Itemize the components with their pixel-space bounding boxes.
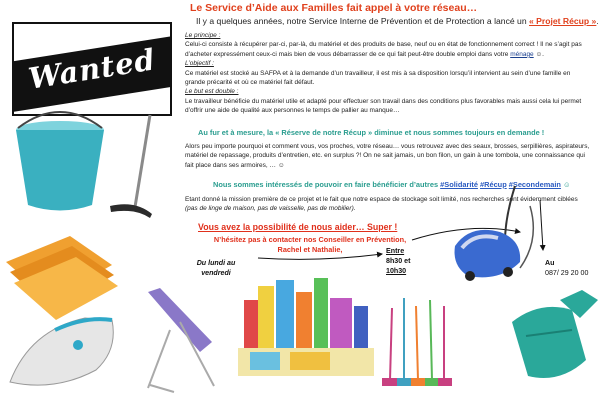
cleaning-products-icon	[238, 278, 374, 376]
schedule-days-line2: vendredi	[201, 269, 231, 277]
principle-label: Le principe :	[185, 32, 221, 39]
cta-contact-line1: N’hésitez pas à contacter nos Conseiller en Prévention,	[213, 235, 407, 244]
mission-text-italic: (pas de linge de maison, pas de vaisselle, pas de mobilier).	[185, 205, 356, 213]
cleaning-cloth-icon	[6, 236, 118, 320]
mop-icon	[110, 115, 152, 218]
principle-text: Celui-ci consiste à récupérer par-ci, par-là, du matériel et des produits de base, neuf ou en état de fonctionnement correct ! Il ne s’agit pas d’acheter expressément ceux-ci mais bien de vous débarrasser de ce qui fait peut-être double emploi dans votre	[185, 41, 582, 58]
tag-solidarite: #Solidarité	[440, 180, 478, 189]
phone-label: Au	[545, 259, 555, 267]
intro-end: .	[596, 16, 599, 26]
reserve-heading: Au fur et à mesure, la « Réserve de notre Récup » diminue et nous sommes toujours en demande !	[198, 128, 545, 137]
brooms-icon	[382, 298, 452, 386]
schedule-days-line1: Du lundi au	[196, 259, 236, 267]
dustpan-icon	[512, 290, 598, 378]
goal-label: Le but est double :	[185, 88, 239, 96]
goal-text: Le travailleur bénéficie du matériel utile et adapté pour effectuer son travail dans des conditions plus favorables mais aussi cela lui permet d’offrir une aide de qualité aux personnes le temps de pallier au manque…	[185, 97, 582, 115]
vacuum-cleaner-icon	[455, 186, 534, 281]
cta-heading: Vous avez la possibilité de nous aider… Super !	[198, 222, 398, 232]
intro-text: Il y a quelques années, notre Service Interne de Prévention et de Protection a lancé un	[196, 16, 527, 26]
mission-text-main: Etant donné la mission première de ce projet et le fait que notre espace de stockage soit limité, nos recherches sont évidemment ciblées	[185, 196, 578, 203]
wanted-sign-text: Wanted	[26, 42, 158, 96]
interest-end: ☺	[563, 180, 571, 189]
page-title: Le Service d’Aide aux Familles fait appel à votre réseau…	[190, 2, 478, 14]
schedule-hours-label: Entre	[386, 247, 405, 255]
tag-secondemain: #Secondemain	[508, 180, 561, 189]
schedule-hours-line1: 8h30 et	[386, 257, 411, 265]
objective-text: Ce matériel est stocké au SAFPA et à la demande d’un travailleur, il est mis à sa disposition lorsqu’il intervient au sein d’une famille en grande précarité et où ce matériel fait défaut.	[185, 69, 571, 87]
intro-highlight: « Projet Récup »	[529, 16, 597, 26]
principle-text-end: ☺.	[535, 50, 544, 58]
objective-label: L’objectif :	[185, 60, 214, 68]
schedule-hours-line2: 10h30	[386, 267, 407, 275]
reserve-text: Alors peu importe pourquoi et comment vous, vos proches, votre réseau… vous retrouvez avec des seaux, brosses, serpillières, aspirateurs, matériel de repassage, produits d’entretien, etc. en surplus ?! On ne sait jamais, un bon filon, un gain à une tombola, une connaissance qui fait place dans ses armoires, … ☺	[185, 143, 590, 169]
cta-contact-line2: Rachel et Nathalie,	[277, 245, 343, 254]
interest-text: Nous sommes intéressés de pouvoir en faire bénéficier d’autres	[213, 180, 439, 189]
tag-recup: #Récup	[480, 180, 507, 189]
phone-number: 087/ 29 20 00	[545, 269, 589, 277]
ironing-board-icon	[148, 288, 214, 392]
bucket-icon	[16, 112, 104, 211]
menage-link: ménage	[510, 50, 534, 58]
iron-icon	[10, 318, 113, 385]
